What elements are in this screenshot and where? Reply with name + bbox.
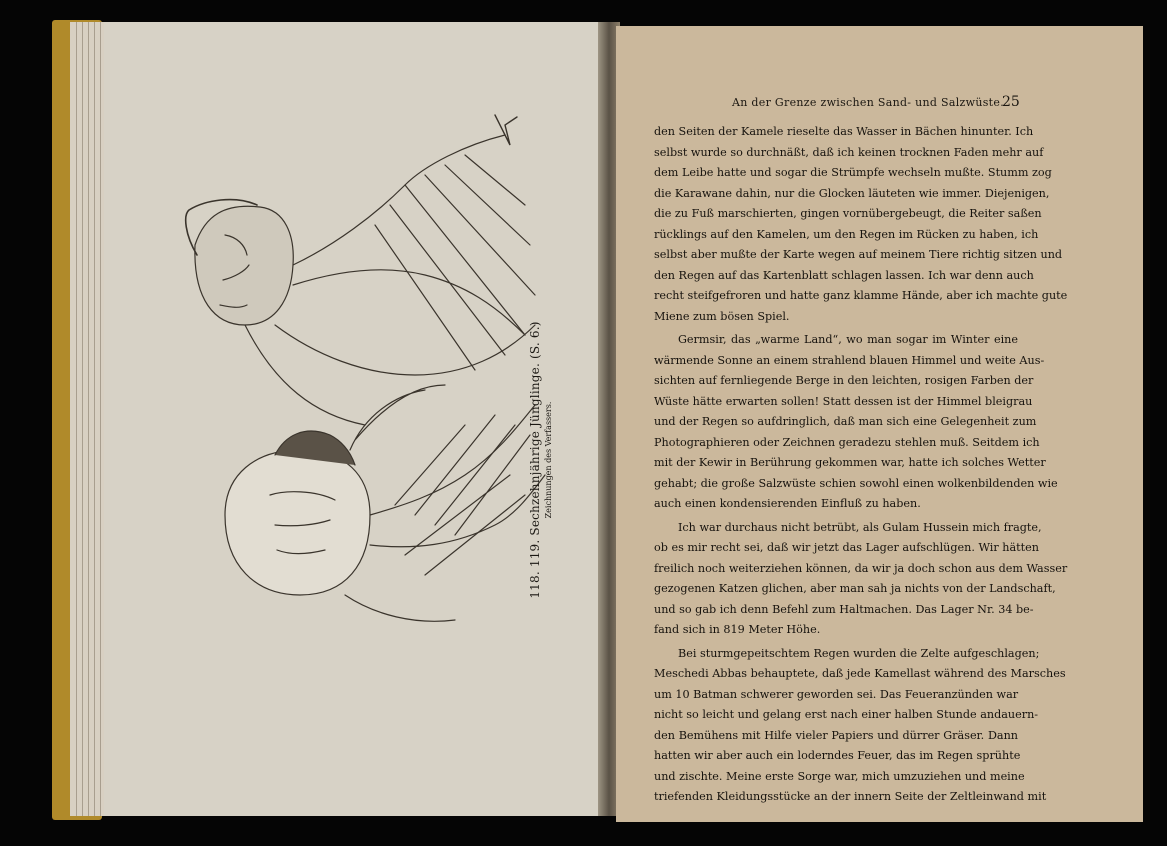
text-line: und zischte. Meine erste Sorge war, mich umzuziehen und meine — [654, 769, 1025, 783]
portrait-illustration — [165, 95, 565, 675]
running-header: An der Grenze zwischen Sand- und Salzwüste. — [732, 96, 1005, 109]
text-line: Miene zum bösen Spiel. — [654, 309, 790, 323]
text-line: die Karawane dahin, nur die Glocken läuteten wie immer. Diejenigen, — [654, 186, 1050, 200]
caption-title: 118. 119. Sechzehnjährige Jünglinge. (S. 6.) — [528, 321, 542, 599]
page-edges — [70, 22, 106, 816]
text-line: ob es mir recht sei, daß wir jetzt das Lager aufschlügen. Wir hätten — [654, 541, 1039, 554]
portrait-lower-youth — [225, 385, 545, 621]
text-line: um 10 Batman schwerer geworden sei. Das Feueranzünden war — [654, 687, 1019, 701]
portrait-upper-youth — [186, 115, 535, 425]
text-line: recht steifgefroren und hatte ganz klamme Hände, aber ich machte gute — [654, 289, 1068, 302]
page-number: 25 — [1002, 94, 1020, 110]
illustration-caption — [528, 210, 568, 710]
text-line: den Seiten der Kamele rieselte das Wasser in Bächen hinunter. Ich — [654, 125, 1034, 138]
text-line: fand sich in 819 Meter Höhe. — [654, 623, 821, 636]
text-line: Meschedi Abbas behauptete, daß jede Kamellast während des Marsches — [654, 667, 1066, 680]
text-line: die zu Fuß marschierten, gingen vornübergebeugt, die Reiter saßen — [654, 207, 1042, 220]
text-line: Photographieren oder Zeichnen geradezu stehlen muß. Seitdem ich — [654, 435, 1040, 449]
text-line: und so gab ich denn Befehl zum Haltmachen. Das Lager Nr. 34 be- — [654, 602, 1034, 616]
text-line: Bei sturmgepeitschtem Regen wurden die Zelte aufgeschlagen; — [678, 646, 1040, 660]
text-line: Germsir, das „warme Land“, wo man sogar im Winter eine — [678, 333, 1018, 346]
text-line: wärmende Sonne an einem strahlend blauen Himmel und weite Aus- — [654, 353, 1045, 367]
text-line: selbst wurde so durchnäßt, daß ich keinen trocknen Faden mehr auf — [654, 145, 1044, 159]
text-line: nicht so leicht und gelang erst nach einer halben Stunde andauern- — [654, 708, 1039, 721]
text-line: freilich noch weiterziehen können, da wir ja doch schon aus dem Wasser — [654, 561, 1068, 575]
text-line: hatten wir aber auch ein loderndes Feuer, das im Regen sprühte — [654, 749, 1021, 762]
text-line: dem Leibe hatte und sogar die Strümpfe wechseln mußte. Stumm zog — [654, 166, 1052, 179]
text-line: den Bemühens mit Hilfe vieler Papiers und dürrer Gräser. Dann — [654, 728, 1018, 742]
text-line: Ich war durchaus nicht betrübt, als Gulam Hussein mich fragte, — [678, 520, 1042, 534]
caption-credit: Zeichnungen des Verfassers. — [544, 401, 553, 519]
text-line: rücklings auf den Kamelen, um den Regen im Rücken zu haben, ich — [654, 227, 1039, 241]
text-line: und der Regen so aufdringlich, daß man sich eine Gelegenheit zum — [654, 415, 1037, 428]
body-text — [654, 122, 1068, 808]
text-line: sichten auf fernliegende Berge in den leichten, rosigen Farben der — [654, 374, 1034, 387]
text-line: Wüste hätte erwarten sollen! Statt dessen ist der Himmel bleigrau — [654, 394, 1033, 408]
text-line: gezogenen Katzen glichen, aber man sah ja nichts von der Landschaft, — [654, 582, 1056, 595]
text-line: selbst aber mußte der Karte wegen auf meinem Tiere richtig sitzen und — [654, 248, 1063, 261]
text-line: triefenden Kleidungsstücke an der innern Seite der Zeltleinwand mit — [654, 790, 1047, 803]
text-line: mit der Kewir in Berührung gekommen war, hatte ich solches Wetter — [654, 456, 1046, 469]
text-line: den Regen auf das Kartenblatt schlagen lassen. Ich war denn auch — [654, 268, 1034, 282]
text-line: gehabt; die große Salzwüste schien sowohl einen wolkenbildenden wie — [654, 476, 1058, 490]
text-line: auch einen kondensierenden Einfluß zu haben. — [654, 497, 921, 510]
